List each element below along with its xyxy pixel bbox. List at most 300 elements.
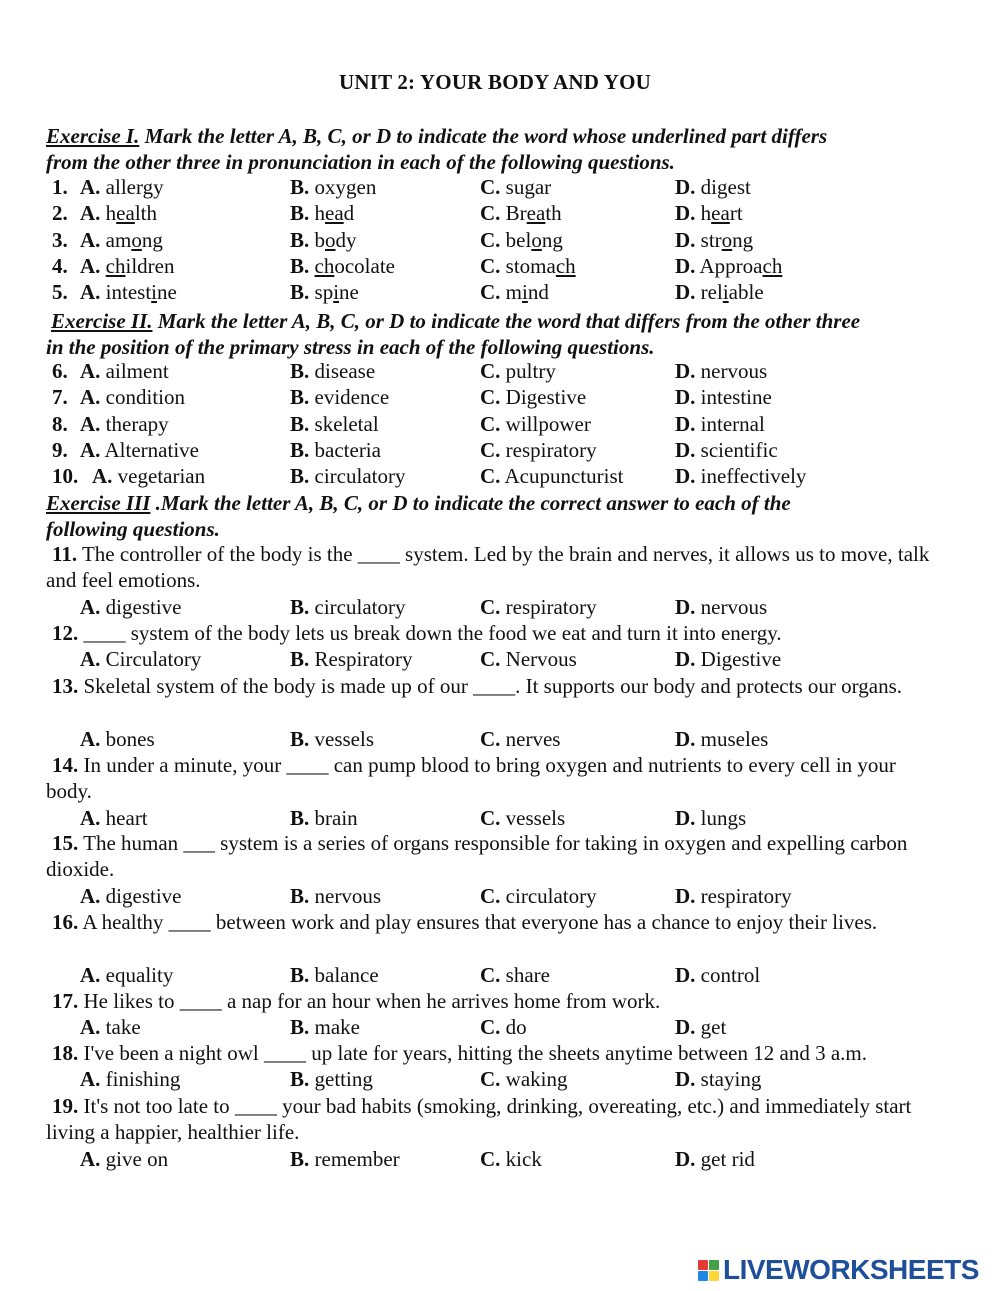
word-part: stoma xyxy=(505,253,556,278)
option-c xyxy=(480,384,586,410)
option-b xyxy=(290,463,405,489)
option-text: take xyxy=(105,1015,141,1040)
option-a xyxy=(80,962,173,988)
option-d xyxy=(675,1066,761,1092)
option-letter: C. xyxy=(480,227,501,252)
option-letter: D. xyxy=(675,437,696,462)
word-part: d xyxy=(343,201,355,226)
word-part: nd xyxy=(527,280,549,305)
option-letter: A. xyxy=(80,647,101,672)
logo-square-1 xyxy=(698,1260,708,1270)
option-letter: B. xyxy=(290,175,310,199)
option-letter: D. xyxy=(675,359,696,383)
exercise-1-instruction-line2: from the other three in pronunciation in each of the following questions. xyxy=(46,150,675,174)
option-letter: B. xyxy=(290,1146,310,1171)
underlined-part: ch xyxy=(105,253,126,278)
underlined-part: i xyxy=(522,280,528,305)
question-row xyxy=(0,253,1000,279)
exercise-3-instruction-line1: .Mark the letter A, B, C, or D to indicate the correct answer to each of the xyxy=(150,491,791,515)
question-number: 4. xyxy=(52,253,68,278)
option-letter: B. xyxy=(290,647,310,672)
exercise-2-label: Exercise II. xyxy=(51,309,153,333)
underlined-part: o xyxy=(325,227,336,252)
option-c xyxy=(480,227,563,253)
logo-square-2 xyxy=(709,1260,719,1270)
option-letter: B. xyxy=(290,280,310,305)
option-d xyxy=(675,200,743,226)
option-letter: D. xyxy=(675,411,696,436)
option-letter: A. xyxy=(80,805,101,830)
option-b xyxy=(290,227,357,253)
option-text: circulatory xyxy=(505,883,597,908)
option-letter: D. xyxy=(675,201,696,226)
question-number: 12. xyxy=(52,621,79,645)
word-part: am xyxy=(105,227,132,252)
liveworksheets-logo-text: LIVEWORKSHEETS xyxy=(723,1254,979,1285)
word-part: rel xyxy=(700,280,723,305)
question-number: 16. xyxy=(52,910,79,934)
option-letter: C. xyxy=(480,464,501,489)
question-number: 14. xyxy=(52,753,79,777)
option-text: pultry xyxy=(505,359,556,383)
option-a xyxy=(80,200,157,226)
option-text: nerves xyxy=(505,726,561,751)
option-letter: D. xyxy=(675,726,696,751)
option-letter: D. xyxy=(675,227,696,252)
exercise-2-heading xyxy=(46,308,946,360)
word-part: Approa xyxy=(699,253,763,278)
question-row xyxy=(0,1146,1000,1172)
option-letter: A. xyxy=(80,726,101,751)
question-row xyxy=(0,279,1000,305)
option-letter: A. xyxy=(80,201,101,226)
question-stem xyxy=(46,988,946,1014)
question-row xyxy=(0,646,1000,672)
question-row xyxy=(0,411,1000,437)
option-text: balance xyxy=(314,962,379,987)
option-text: Digestive xyxy=(700,647,782,672)
word-part: ng xyxy=(141,227,163,252)
option-text: do xyxy=(505,1015,527,1040)
question-text: He likes to ____ a nap for an hour when he arrives home from work. xyxy=(78,989,661,1013)
word-part: str xyxy=(700,227,722,252)
option-c xyxy=(480,279,549,305)
option-letter: A. xyxy=(80,437,101,462)
word-part: rt xyxy=(729,201,743,226)
option-letter: B. xyxy=(290,437,310,462)
word-part: lth xyxy=(134,201,157,226)
question-stem xyxy=(46,673,946,699)
option-text: skeletal xyxy=(314,411,379,436)
option-text: sugar xyxy=(505,175,552,199)
option-c xyxy=(480,174,551,200)
option-letter: B. xyxy=(290,594,310,619)
option-text: get rid xyxy=(700,1146,755,1171)
option-letter: D. xyxy=(675,962,696,987)
question-number: 5. xyxy=(52,280,68,305)
option-text: internal xyxy=(700,411,765,436)
question-row xyxy=(0,174,1000,200)
question-number: 9. xyxy=(52,437,68,462)
option-text: Alternative xyxy=(104,437,199,462)
option-letter: A. xyxy=(80,385,101,410)
word-part: able xyxy=(728,280,764,305)
option-a xyxy=(80,594,182,620)
option-text: Nervous xyxy=(505,647,577,672)
option-text: respiratory xyxy=(505,437,597,462)
option-d xyxy=(675,174,751,200)
option-text: nervous xyxy=(314,883,382,908)
option-text: ineffectively xyxy=(700,464,807,489)
logo-square-4 xyxy=(709,1271,719,1281)
question-row xyxy=(0,962,1000,988)
option-letter: D. xyxy=(675,883,696,908)
option-text: Digestive xyxy=(505,385,587,410)
option-b xyxy=(290,805,358,831)
option-text: evidence xyxy=(314,385,390,410)
option-d xyxy=(675,962,760,988)
option-b xyxy=(290,279,359,305)
option-text: circulatory xyxy=(314,594,406,619)
option-letter: B. xyxy=(290,464,310,489)
option-c xyxy=(480,437,597,463)
option-text: make xyxy=(314,1015,360,1040)
question-text: In under a minute, your ____ can pump blood to bring oxygen and nutrients to every cell in your body. xyxy=(46,753,896,804)
liveworksheets-logo-icon xyxy=(698,1260,719,1281)
option-b xyxy=(290,1146,400,1172)
option-letter: D. xyxy=(675,464,696,489)
exercise-3-label: Exercise III xyxy=(46,491,151,515)
underlined-part: ch xyxy=(314,253,335,278)
option-a xyxy=(80,1014,141,1040)
underlined-part: i xyxy=(151,280,158,305)
exercise-1-heading xyxy=(46,123,946,175)
option-letter: C. xyxy=(480,594,501,619)
option-text: bacteria xyxy=(314,437,381,462)
word-part: b xyxy=(314,227,326,252)
option-c xyxy=(480,411,591,437)
exercise-1-label: Exercise I. xyxy=(46,124,140,148)
question-number: 13. xyxy=(52,674,79,698)
option-d xyxy=(675,1014,726,1040)
logo-square-3 xyxy=(698,1271,708,1281)
option-letter: B. xyxy=(290,883,310,908)
option-text: bones xyxy=(105,726,155,751)
option-letter: C. xyxy=(480,359,501,383)
option-a xyxy=(80,883,182,909)
word-part: dy xyxy=(335,227,357,252)
question-row xyxy=(0,1066,1000,1092)
exercise-3-heading xyxy=(46,490,946,542)
option-letter: C. xyxy=(480,253,501,278)
word-part: sp xyxy=(314,280,334,305)
question-number: 6. xyxy=(52,359,68,383)
option-letter: D. xyxy=(675,1146,696,1171)
option-letter: B. xyxy=(290,1067,310,1092)
option-letter: C. xyxy=(480,437,501,462)
word-part: bel xyxy=(505,227,532,252)
option-b xyxy=(290,883,381,909)
option-c xyxy=(480,200,562,226)
word-part: Br xyxy=(505,201,527,226)
option-letter: B. xyxy=(290,385,310,410)
underlined-part: ea xyxy=(325,201,344,226)
option-text: remember xyxy=(314,1146,400,1171)
option-a xyxy=(80,805,148,831)
underlined-part: i xyxy=(722,280,729,305)
question-number: 3. xyxy=(52,227,68,252)
option-text: condition xyxy=(105,385,185,410)
option-d xyxy=(675,384,772,410)
question-text: Skeletal system of the body is made up of our ____. It supports our body and protects our organs. xyxy=(78,674,902,698)
option-letter: C. xyxy=(480,1146,501,1171)
option-d xyxy=(675,253,782,279)
option-text: circulatory xyxy=(314,464,406,489)
word-part: ne xyxy=(157,280,177,305)
option-text: digestive xyxy=(105,883,182,908)
option-letter: A. xyxy=(80,1146,101,1171)
word-part: intest xyxy=(105,280,152,305)
option-c xyxy=(480,726,560,752)
option-c xyxy=(480,646,577,672)
underlined-part: i xyxy=(333,280,340,305)
option-text: waking xyxy=(505,1067,568,1092)
option-b xyxy=(290,1014,360,1040)
question-text: A healthy ____ between work and play ensures that everyone has a chance to enjoy their lives. xyxy=(78,910,878,934)
option-letter: A. xyxy=(80,594,101,619)
option-text: respiratory xyxy=(505,594,597,619)
word-part: ng xyxy=(541,227,563,252)
option-d xyxy=(675,358,767,384)
option-text: nervous xyxy=(700,359,768,383)
option-b xyxy=(290,253,395,279)
option-b xyxy=(290,384,389,410)
option-b xyxy=(290,726,374,752)
question-row xyxy=(0,463,1000,489)
option-c xyxy=(480,1146,542,1172)
option-text: scientific xyxy=(700,437,778,462)
option-letter: C. xyxy=(480,175,501,199)
option-c xyxy=(480,594,597,620)
option-text: getting xyxy=(314,1067,373,1092)
option-letter: C. xyxy=(480,805,501,830)
option-text: kick xyxy=(505,1146,542,1171)
question-stem xyxy=(46,620,946,646)
option-letter: B. xyxy=(290,726,310,751)
option-text: control xyxy=(700,962,761,987)
option-letter: C. xyxy=(480,883,501,908)
option-text: share xyxy=(505,962,550,987)
option-text: get xyxy=(700,1015,727,1040)
word-part: ne xyxy=(339,280,359,305)
option-letter: D. xyxy=(675,253,696,278)
question-row xyxy=(0,200,1000,226)
option-b xyxy=(290,411,379,437)
question-number: 10. xyxy=(52,464,79,489)
option-c xyxy=(480,253,576,279)
question-stem xyxy=(46,1040,946,1066)
option-a xyxy=(80,253,174,279)
question-row xyxy=(0,227,1000,253)
option-d xyxy=(675,437,778,463)
option-text: heart xyxy=(105,805,148,830)
option-c xyxy=(480,1066,568,1092)
option-letter: A. xyxy=(80,1067,101,1092)
option-letter: B. xyxy=(290,359,310,383)
underlined-part: ea xyxy=(116,201,135,226)
option-b xyxy=(290,646,413,672)
option-a xyxy=(80,437,199,463)
exercise-2-instruction-line1: Mark the letter A, B, C, or D to indicate the word that differs from the other three xyxy=(152,309,861,333)
underlined-part: ch xyxy=(762,253,783,278)
question-row xyxy=(0,805,1000,831)
option-letter: D. xyxy=(675,175,696,199)
option-text: vessels xyxy=(505,805,566,830)
exercise-1-instruction-line1: Mark the letter A, B, C, or D to indicate the word whose underlined part differs xyxy=(139,124,828,148)
option-letter: A. xyxy=(92,464,113,489)
option-a xyxy=(80,227,163,253)
option-d xyxy=(675,279,764,305)
exercise-2-instruction-line2: in the position of the primary stress in each of the following questions. xyxy=(46,335,655,359)
word-part: h xyxy=(700,201,712,226)
option-letter: A. xyxy=(80,359,101,383)
option-c xyxy=(480,883,597,909)
question-number: 11. xyxy=(52,542,78,566)
option-text: finishing xyxy=(105,1067,181,1092)
option-letter: B. xyxy=(290,201,310,226)
question-row xyxy=(0,883,1000,909)
option-text: equality xyxy=(105,962,174,987)
option-letter: D. xyxy=(675,805,696,830)
word-part: h xyxy=(105,201,117,226)
option-a xyxy=(80,1146,168,1172)
question-number: 18. xyxy=(52,1041,79,1065)
word-part: th xyxy=(545,201,562,226)
option-letter: C. xyxy=(480,726,501,751)
question-stem xyxy=(46,1093,946,1146)
question-row xyxy=(0,437,1000,463)
exercise-3-instruction-line2: following questions. xyxy=(46,517,220,541)
liveworksheets-logo xyxy=(698,1255,979,1285)
question-text: The controller of the body is the ____ system. Led by the brain and nerves, it allows us to move, talk and feel emotions. xyxy=(46,542,930,593)
question-text: The human ___ system is a series of organs responsible for taking in oxygen and expelling carbon dioxide. xyxy=(46,831,908,882)
option-letter: C. xyxy=(480,201,501,226)
option-letter: A. xyxy=(80,411,101,436)
option-text: digestive xyxy=(105,594,182,619)
underlined-part: o xyxy=(531,227,542,252)
option-letter: A. xyxy=(80,280,101,305)
option-text: brain xyxy=(314,805,358,830)
option-c xyxy=(480,962,550,988)
option-b xyxy=(290,594,405,620)
option-letter: B. xyxy=(290,962,310,987)
option-b xyxy=(290,1066,373,1092)
question-stem xyxy=(46,909,946,935)
option-text: museles xyxy=(700,726,769,751)
option-text: therapy xyxy=(105,411,169,436)
option-b xyxy=(290,174,376,200)
option-a xyxy=(80,726,155,752)
option-text: allergy xyxy=(105,175,164,199)
option-d xyxy=(675,411,765,437)
option-c xyxy=(480,463,624,489)
option-letter: A. xyxy=(80,227,101,252)
option-c xyxy=(480,1014,527,1040)
option-a xyxy=(80,358,169,384)
option-letter: A. xyxy=(80,253,101,278)
question-row xyxy=(0,384,1000,410)
option-letter: D. xyxy=(675,385,696,410)
option-text: vessels xyxy=(314,726,375,751)
option-letter: C. xyxy=(480,280,501,305)
option-d xyxy=(675,594,767,620)
option-text: lungs xyxy=(700,805,747,830)
option-text: disease xyxy=(314,359,376,383)
page-title: UNIT 2: YOUR BODY AND YOU xyxy=(338,70,652,94)
option-text: Acupuncturist xyxy=(504,464,624,489)
option-letter: B. xyxy=(290,1015,310,1040)
option-text: staying xyxy=(700,1067,762,1092)
option-text: intestine xyxy=(700,385,772,410)
option-c xyxy=(480,358,556,384)
option-letter: D. xyxy=(675,1015,696,1040)
option-letter: B. xyxy=(290,227,310,252)
question-text: It's not too late to ____ your bad habits (smoking, drinking, overeating, etc.) and immediately start living a happier, healthier life. xyxy=(46,1094,912,1145)
option-a xyxy=(80,279,177,305)
option-d xyxy=(675,883,792,909)
question-row xyxy=(0,1014,1000,1040)
option-letter: A. xyxy=(80,883,101,908)
option-a xyxy=(92,463,205,489)
question-number: 2. xyxy=(52,201,68,226)
option-letter: C. xyxy=(480,1015,501,1040)
word-part: ocolate xyxy=(334,253,395,278)
underlined-part: ea xyxy=(711,201,730,226)
question-text: I've been a night owl ____ up late for years, hitting the sheets anytime between 12 and 3 a.m. xyxy=(78,1041,867,1065)
option-text: willpower xyxy=(505,411,591,436)
question-number: 17. xyxy=(52,989,79,1013)
option-letter: D. xyxy=(675,1067,696,1092)
option-b xyxy=(290,962,379,988)
option-b xyxy=(290,437,381,463)
question-stem xyxy=(46,830,946,883)
option-letter: A. xyxy=(80,175,101,199)
option-d xyxy=(675,463,806,489)
option-letter: B. xyxy=(290,805,310,830)
question-stem xyxy=(46,752,946,805)
option-letter: D. xyxy=(675,280,696,305)
option-text: digest xyxy=(700,175,751,199)
option-text: ailment xyxy=(105,359,169,383)
question-text: ____ system of the body lets us break down the food we eat and turn it into energy. xyxy=(78,621,782,645)
option-letter: A. xyxy=(80,962,101,987)
option-letter: A. xyxy=(80,1015,101,1040)
option-d xyxy=(675,805,746,831)
option-letter: C. xyxy=(480,385,501,410)
option-d xyxy=(675,227,753,253)
option-c xyxy=(480,805,565,831)
option-letter: B. xyxy=(290,253,310,278)
option-b xyxy=(290,200,354,226)
option-text: nervous xyxy=(700,594,768,619)
question-number: 15. xyxy=(52,831,79,855)
question-row xyxy=(0,358,1000,384)
underlined-part: ea xyxy=(526,201,546,226)
option-text: respiratory xyxy=(700,883,792,908)
option-d xyxy=(675,1146,755,1172)
underlined-part: o xyxy=(721,227,733,252)
option-d xyxy=(675,726,768,752)
